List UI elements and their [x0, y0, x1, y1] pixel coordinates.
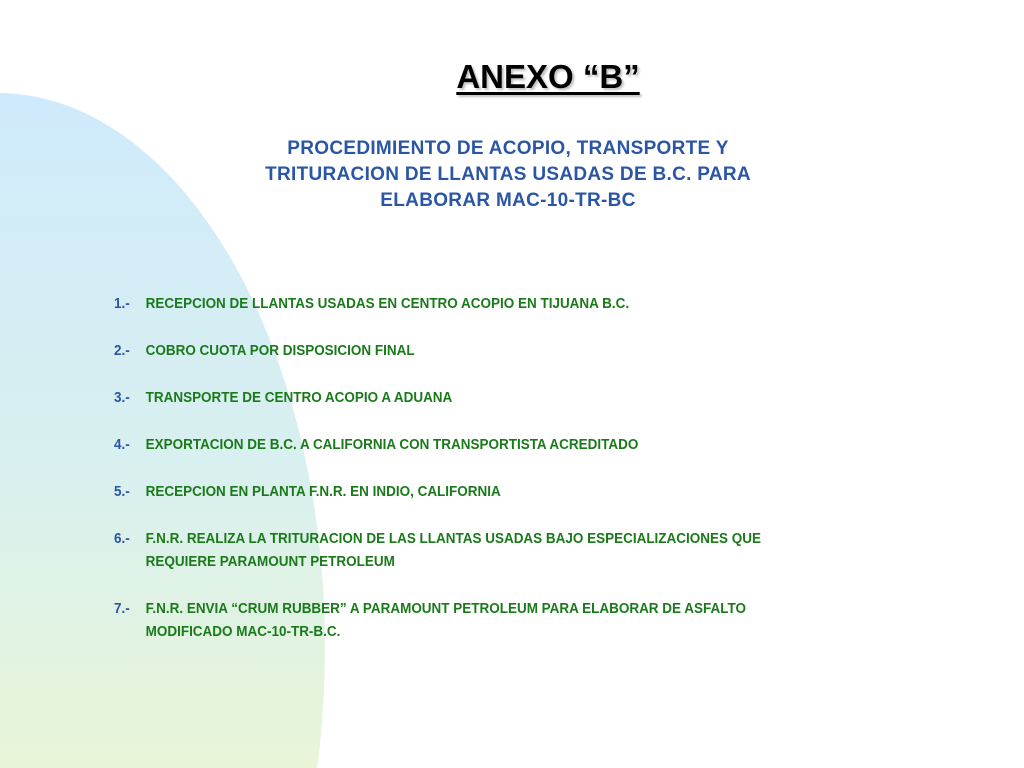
subtitle-line-3: ELABORAR MAC-10-TR-BC	[380, 190, 636, 211]
step-text	[146, 434, 639, 457]
subtitle-line-1: PROCEDIMIENTO DE ACOPIO, TRANSPORTE Y	[287, 138, 729, 159]
step-number: 6.-	[114, 531, 130, 547]
step-text-line: REQUIERE PARAMOUNT PETROLEUM	[145, 554, 395, 570]
step-text-line: F.N.R. REALIZA LA TRITURACION DE LAS LLANTAS USADAS BAJO ESPECIALIZACIONES QUE	[145, 531, 761, 547]
step-text-line: EXPORTACION DE B.C. A CALIFORNIA CON TRANSPORTISTA ACREDITADO	[145, 437, 639, 453]
step-text-line: MODIFICADO MAC-10-TR-B.C.	[145, 624, 341, 640]
step-text-line: RECEPCION DE LLANTAS USADAS EN CENTRO ACOPIO EN TIJUANA B.C.	[145, 296, 630, 312]
step-item-1	[114, 293, 858, 316]
step-text-line: TRANSPORTE DE CENTRO ACOPIO A ADUANA	[145, 390, 453, 406]
page-title: ANEXO “B”	[456, 58, 640, 95]
step-item-7	[114, 598, 858, 644]
step-text	[146, 528, 761, 574]
step-number: 1.-	[114, 296, 130, 312]
step-text-line: COBRO CUOTA POR DISPOSICION FINAL	[145, 343, 415, 359]
step-item-3	[114, 387, 858, 410]
subtitle	[180, 136, 836, 214]
step-text-line: F.N.R. ENVIA “CRUM RUBBER” A PARAMOUNT PETROLEUM PARA ELABORAR DE ASFALTO	[145, 601, 746, 617]
step-number: 3.-	[114, 390, 130, 406]
subtitle-line-2: TRITURACION DE LLANTAS USADAS DE B.C. PARA	[265, 164, 751, 185]
step-text	[146, 340, 415, 363]
step-item-4	[114, 434, 858, 457]
step-item-2	[114, 340, 858, 363]
step-text	[146, 293, 629, 316]
step-number: 5.-	[114, 484, 130, 500]
step-number: 2.-	[114, 343, 130, 359]
steps-list	[114, 293, 914, 668]
step-text	[146, 387, 453, 410]
step-text-line: RECEPCION EN PLANTA F.N.R. EN INDIO, CALIFORNIA	[145, 484, 501, 500]
step-number: 7.-	[114, 601, 130, 617]
step-item-6	[114, 528, 858, 574]
step-text	[146, 481, 501, 504]
step-number: 4.-	[114, 437, 130, 453]
step-item-5	[114, 481, 858, 504]
step-text	[146, 598, 746, 644]
